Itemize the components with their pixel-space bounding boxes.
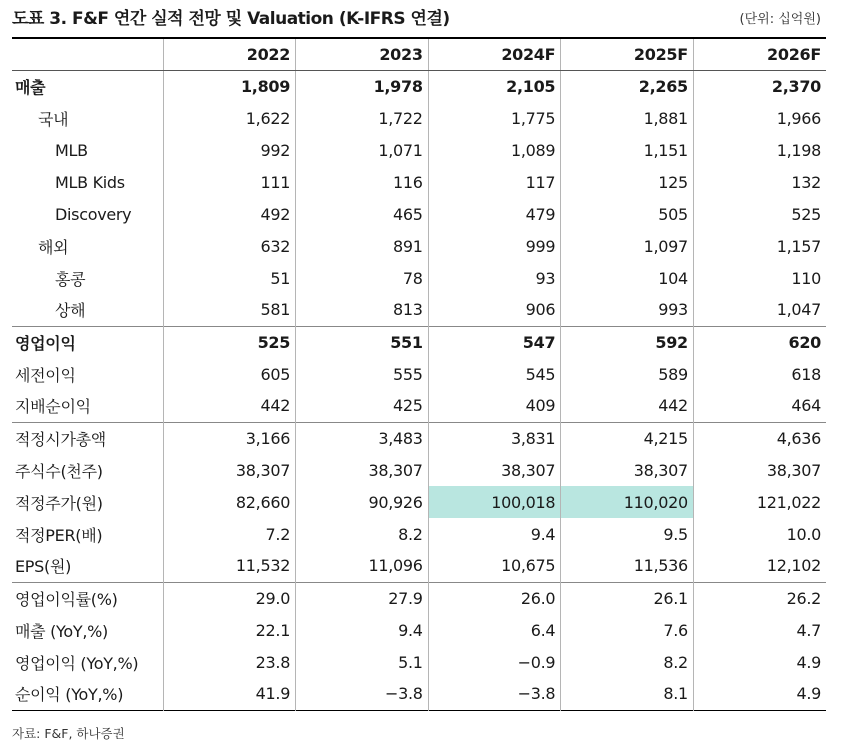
table-cell: −3.8 [428,678,561,710]
table-cell: 23.8 [163,646,296,678]
table-cell: 525 [163,326,296,358]
row-label: 국내 [12,102,163,134]
column-header-label [12,38,163,70]
column-header-2022: 2022 [163,38,296,70]
table-cell: 9.4 [428,518,561,550]
table-cell: 592 [561,326,694,358]
table-cell: 41.9 [163,678,296,710]
table-cell: 1,722 [296,102,429,134]
table-cell: 132 [791,172,821,192]
table-cell: 993 [561,294,694,326]
row-label: 영업이익 (YoY,%) [12,646,163,678]
table-cell: 38,307 [163,454,296,486]
row-label: EPS(원) [12,550,163,582]
table-cell: 100,018 [428,486,561,518]
table-cell: 1,881 [561,102,694,134]
table-cell: 605 [163,358,296,390]
row-label: 세전이익 [12,358,163,390]
row-label: 영업이익률(%) [12,582,163,614]
row-label: MLB Kids [12,166,163,198]
table-cell: 10.0 [786,524,821,544]
table-row [12,166,826,198]
table-cell: 813 [296,294,429,326]
table-cell: 78 [296,262,429,294]
table-cell: 90,926 [296,486,429,518]
table-row [12,486,826,518]
table-cell: 26.0 [428,582,561,614]
table-cell: 1,157 [776,236,821,256]
table-cell: 1,151 [561,134,694,166]
table-cell: 1,966 [776,108,821,128]
table-cell: 4.7 [796,620,821,640]
row-label: 홍콩 [12,262,163,294]
row-label: 매출 (YoY,%) [12,614,163,646]
table-cell: 8.2 [561,646,694,678]
table-cell: 551 [296,326,429,358]
header-row [12,38,826,70]
table-cell: 2,265 [561,70,694,102]
table-row [12,550,826,582]
table-cell: 125 [561,166,694,198]
table-cell: 26.2 [693,582,826,614]
table-cell: 525 [791,204,821,224]
table-cell: 51 [163,262,296,294]
page-title: 도표 3. F&F 연간 실적 전망 및 Valuation (K-IFRS 연결) [12,9,450,29]
table-cell: 8.1 [561,678,694,710]
table-row [12,678,826,710]
row-label: 적정PER(배) [12,518,163,550]
table-cell: 2,370 [771,76,821,96]
table-cell: 11,536 [561,550,694,582]
table-cell: 425 [296,390,429,422]
table-cell: 618 [791,364,821,384]
table-cell: 581 [163,294,296,326]
table-cell: 4,215 [561,422,694,454]
table-cell: 1,622 [163,102,296,134]
table-cell: 442 [561,390,694,422]
table-cell: 9.5 [561,518,694,550]
table-cell: 38,307 [296,454,429,486]
table-cell: 3,831 [428,422,561,454]
table-cell: 1,198 [776,140,821,160]
table-cell: 117 [428,166,561,198]
table-cell: 29.0 [163,582,296,614]
table-cell: 5.1 [296,646,429,678]
table-cell: 906 [428,294,561,326]
column-header-2026f: 2026F [693,38,826,70]
table-cell: 555 [296,358,429,390]
table-cell: 1,047 [776,300,821,320]
table-row [12,294,826,326]
table-row [12,262,826,294]
row-label: 해외 [12,230,163,262]
row-label: MLB [12,134,163,166]
table-cell: 116 [296,166,429,198]
table-row [12,198,826,230]
table-cell: 27.9 [296,582,429,614]
table-cell: 11,532 [163,550,296,582]
table-cell: 620 [693,326,826,358]
table-row [12,454,826,486]
table-cell: 1,089 [428,134,561,166]
table-cell: 505 [561,198,694,230]
table-cell: 38,307 [561,454,694,486]
table-cell: 589 [561,358,694,390]
table-cell: 110 [791,268,821,288]
table-row [12,230,826,262]
table-cell: 93 [428,262,561,294]
table-cell: 2,105 [428,70,561,102]
table-cell: 1,071 [296,134,429,166]
source-note: 자료: F&F, 하나증권 [12,726,125,741]
table-cell: 891 [296,230,429,262]
financial-table [12,37,826,711]
table-row [12,582,826,614]
table-cell: 1,978 [296,70,429,102]
table-cell: 12,102 [766,556,821,576]
table-row [12,70,826,102]
table-row [12,422,826,454]
table-cell: 9.4 [296,614,429,646]
table-cell: 442 [163,390,296,422]
row-label: 적정주가(원) [12,486,163,518]
row-label: 주식수(천주) [12,454,163,486]
table-cell: 110,020 [561,486,694,518]
table-cell: 1,775 [428,102,561,134]
table-cell: 545 [428,358,561,390]
table-cell: 3,166 [163,422,296,454]
table-cell: 479 [428,198,561,230]
table-row [12,614,826,646]
table-row [12,518,826,550]
table-cell: 4.9 [796,684,821,704]
table-cell: 6.4 [428,614,561,646]
table-cell: 38,307 [428,454,561,486]
table-cell: 111 [163,166,296,198]
column-header-2024f: 2024F [428,38,561,70]
table-row [12,102,826,134]
row-label: 매출 [12,70,163,102]
table-cell: 409 [428,390,561,422]
table-cell: 4.9 [796,652,821,672]
table-cell: 8.2 [296,518,429,550]
table-row [12,390,826,422]
table-cell: 7.6 [561,614,694,646]
table-cell: 3,483 [296,422,429,454]
row-label: 영업이익 [12,326,163,358]
table-row [12,646,826,678]
table-cell: 492 [163,198,296,230]
row-label: Discovery [12,198,163,230]
table-cell: 11,096 [296,550,429,582]
table-cell: 632 [163,230,296,262]
table-cell: 992 [163,134,296,166]
table-cell: 4,636 [693,422,826,454]
table-row [12,358,826,390]
table-cell: 547 [428,326,561,358]
column-header-2023: 2023 [296,38,429,70]
table-cell: −0.9 [428,646,561,678]
table-cell: 104 [561,262,694,294]
table-cell: 26.1 [561,582,694,614]
row-label: 지배순이익 [12,390,163,422]
table-cell: 82,660 [163,486,296,518]
table-cell: 1,097 [561,230,694,262]
table-cell: 38,307 [766,460,821,480]
table-cell: 464 [791,396,821,416]
table-cell: −3.8 [296,678,429,710]
table-cell: 999 [428,230,561,262]
row-label: 순이익 (YoY,%) [12,678,163,710]
row-label: 상해 [12,294,163,326]
table-cell: 1,809 [163,70,296,102]
table-cell: 10,675 [428,550,561,582]
table-row [12,326,826,358]
row-label: 적정시가총액 [12,422,163,454]
table-cell: 121,022 [756,492,821,512]
table-cell: 7.2 [163,518,296,550]
unit-label: (단위: 십억원) [739,12,821,27]
table-row [12,134,826,166]
table-cell: 22.1 [163,614,296,646]
table-cell: 465 [296,198,429,230]
column-header-2025f: 2025F [561,38,694,70]
